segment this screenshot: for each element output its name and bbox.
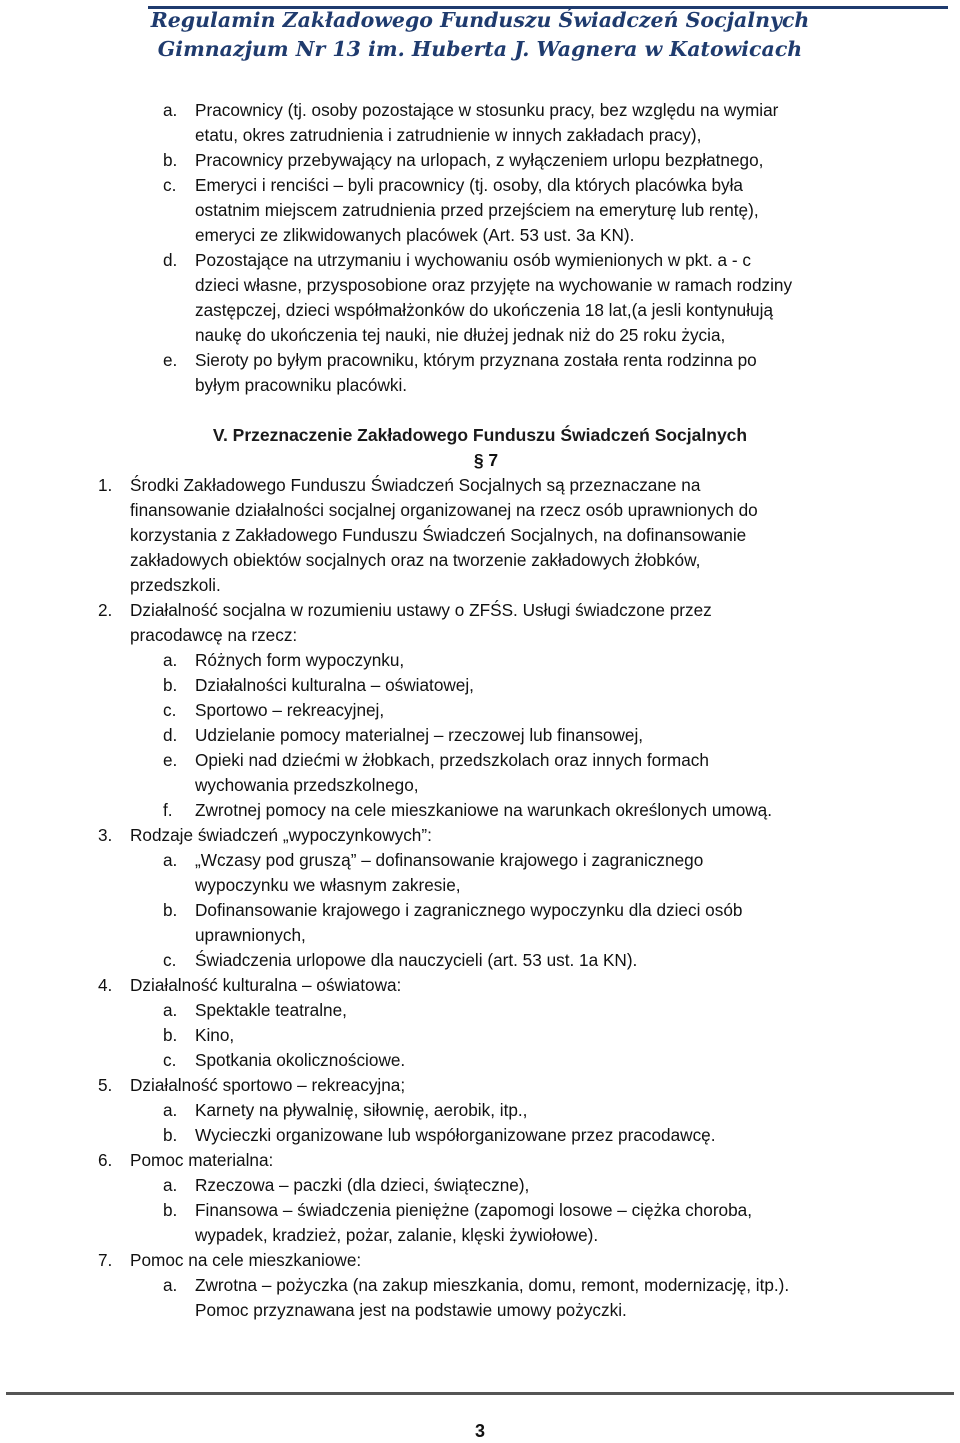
- list-item-line: [0, 373, 960, 398]
- sub-item-line: [0, 648, 960, 673]
- item-text: przedszkoli.: [130, 575, 221, 595]
- section-title: V. Przeznaczenie Zakładowego Funduszu Świadczeń Socjalnych: [212, 425, 748, 445]
- sub-item-text: Opieki nad dziećmi w żłobkach, przedszkolach oraz innych formach: [195, 750, 709, 770]
- list-item-text: dzieci własne, przysposobione oraz przyjęte na wychowanie w ramach rodziny: [195, 275, 793, 295]
- sub-item-label: c.: [163, 700, 177, 720]
- list-item-line: [0, 123, 960, 148]
- sub-item-text: wypoczynku we własnym zakresie,: [195, 875, 461, 895]
- sub-item-text: Kino,: [195, 1025, 235, 1045]
- numbered-item-line: [0, 548, 960, 573]
- sub-item-line: [0, 923, 960, 948]
- list-item-text: naukę do ukończenia tej nauki, nie dłużej jednak niż do 25 roku życia,: [195, 325, 726, 345]
- item-number: 6.: [98, 1150, 113, 1170]
- list-item-line: [0, 98, 960, 123]
- item-text: Działalność socjalna w rozumieniu ustawy o ZFŚS. Usługi świadczone przez: [130, 600, 712, 620]
- sub-item-label: b.: [163, 1200, 178, 1220]
- sub-item-text: Spotkania okolicznościowe.: [195, 1050, 406, 1070]
- sub-item-text: Różnych form wypoczynku,: [195, 650, 405, 670]
- numbered-item-line: [0, 973, 960, 998]
- sub-item-label: c.: [163, 1050, 177, 1070]
- list-item-line: [0, 198, 960, 223]
- footer-rule: [6, 1392, 954, 1395]
- sub-item-line: [0, 798, 960, 823]
- numbered-item-line: [0, 498, 960, 523]
- sub-item-text: Działalności kulturalna – oświatowej,: [195, 675, 474, 695]
- list-item-label: d.: [163, 250, 178, 270]
- sub-item-line: [0, 848, 960, 873]
- header-title-line-1: Regulamin Zakładowego Funduszu Świadczeń Socjalnych: [150, 8, 810, 32]
- list-item-text: Emeryci i renciści – byli pracownicy (tj. osoby, dla których placówka była: [195, 175, 743, 195]
- sub-item-text: Pomoc przyznawana jest na podstawie umowy pożyczki.: [195, 1300, 627, 1320]
- sub-item-label: e.: [163, 750, 178, 770]
- numbered-list: [0, 473, 960, 1323]
- list-item-line: [0, 273, 960, 298]
- sub-item-label: b.: [163, 1025, 178, 1045]
- sub-item-text: wypadek, kradzież, pożar, zalanie, klęski żywiołowe).: [195, 1225, 599, 1245]
- paragraph-mark: § 7: [473, 450, 499, 470]
- list-item-line: [0, 323, 960, 348]
- sub-item-line: [0, 748, 960, 773]
- item-number: 4.: [98, 975, 113, 995]
- sub-item-text: Zwrotnej pomocy na cele mieszkaniowe na warunkach określonych umową.: [195, 800, 773, 820]
- numbered-item-line: [0, 623, 960, 648]
- item-text: Pomoc na cele mieszkaniowe:: [130, 1250, 362, 1270]
- sub-item-text: Świadczenia urlopowe dla nauczycieli (art. 53 ust. 1a KN).: [195, 950, 638, 970]
- item-text: Rodzaje świadczeń „wypoczynkowych”:: [130, 825, 432, 845]
- sub-item-text: Zwrotna – pożyczka (na zakup mieszkania, domu, remont, modernizację, itp.).: [195, 1275, 790, 1295]
- list-item-line: [0, 148, 960, 173]
- item-number: 5.: [98, 1075, 113, 1095]
- sub-item-label: d.: [163, 725, 178, 745]
- sub-item-label: f.: [163, 800, 173, 820]
- list-item-label: c.: [163, 175, 177, 195]
- item-number: 2.: [98, 600, 113, 620]
- sub-item-line: [0, 1298, 960, 1323]
- sub-item-line: [0, 998, 960, 1023]
- item-text: Działalność kulturalna – oświatowa:: [130, 975, 402, 995]
- sub-item-label: a.: [163, 1275, 178, 1295]
- list-item-label: b.: [163, 150, 178, 170]
- sub-item-line: [0, 1023, 960, 1048]
- list-item-text: zastępczej, dzieci współmałżonków do ukończenia 18 lat,(a jesli kontynułują: [195, 300, 773, 320]
- item-number: 1.: [98, 475, 113, 495]
- sub-item-line: [0, 723, 960, 748]
- list-item-text: Pracownicy (tj. osoby pozostające w stosunku pracy, bez względu na wymiar: [195, 100, 779, 120]
- sub-item-line: [0, 1173, 960, 1198]
- sub-item-text: Dofinansowanie krajowego i zagranicznego wypoczynku dla dzieci osób: [195, 900, 743, 920]
- page-content: [0, 98, 960, 1323]
- sub-item-line: [0, 1198, 960, 1223]
- list-item-line: [0, 173, 960, 198]
- sub-item-line: [0, 1098, 960, 1123]
- numbered-item-line: [0, 1148, 960, 1173]
- sub-item-text: Wycieczki organizowane lub współorganizowane przez pracodawcę.: [195, 1125, 716, 1145]
- continued-list: [0, 98, 960, 398]
- sub-item-text: Rzeczowa – paczki (dla dzieci, świąteczne),: [195, 1175, 530, 1195]
- item-text: finansowanie działalności socjalnej organizowanej na rzecz osób uprawnionych do: [130, 500, 758, 520]
- list-item-text: Sieroty po byłym pracowniku, którym przyznana została renta rodzinna po: [195, 350, 757, 370]
- list-item-line: [0, 248, 960, 273]
- sub-item-label: a.: [163, 1175, 178, 1195]
- sub-item-text: uprawnionych,: [195, 925, 306, 945]
- sub-item-line: [0, 898, 960, 923]
- sub-item-line: [0, 698, 960, 723]
- sub-item-text: Udzielanie pomocy materialnej – rzeczowej lub finansowej,: [195, 725, 644, 745]
- sub-item-text: Sportowo – rekreacyjnej,: [195, 700, 385, 720]
- sub-item-line: [0, 773, 960, 798]
- sub-item-line: [0, 1123, 960, 1148]
- sub-item-line: [0, 1048, 960, 1073]
- sub-item-text: wychowania przedszkolnego,: [195, 775, 419, 795]
- item-text: korzystania z Zakładowego Funduszu Świadczeń Socjalnych, na dofinansowanie: [130, 525, 747, 545]
- sub-item-label: b.: [163, 1125, 178, 1145]
- numbered-item-line: [0, 1073, 960, 1098]
- sub-item-text: Finansowa – świadczenia pieniężne (zapomogi losowe – ciężka choroba,: [195, 1200, 752, 1220]
- sub-item-label: a.: [163, 1100, 178, 1120]
- list-item-text: ostatnim miejscem zatrudnienia przed przejściem na emeryturę lub rentę),: [195, 200, 759, 220]
- item-text: Pomoc materialna:: [130, 1150, 274, 1170]
- list-item-line: [0, 223, 960, 248]
- numbered-item-line: [0, 473, 960, 498]
- numbered-item-line: [0, 573, 960, 598]
- sub-item-text: Karnety na pływalnię, siłownię, aerobik, itp.,: [195, 1100, 528, 1120]
- sub-item-label: a.: [163, 1000, 178, 1020]
- item-text: Działalność sportowo – rekreacyjna;: [130, 1075, 406, 1095]
- list-item-text: byłym pracowniku placówki.: [195, 375, 408, 395]
- sub-item-label: c.: [163, 950, 177, 970]
- sub-item-line: [0, 673, 960, 698]
- item-number: 7.: [98, 1250, 113, 1270]
- sub-item-text: „Wczasy pod gruszą” – dofinansowanie krajowego i zagranicznego: [195, 850, 704, 870]
- item-number: 3.: [98, 825, 113, 845]
- sub-item-line: [0, 1223, 960, 1248]
- item-text: pracodawcę na rzecz:: [130, 625, 298, 645]
- document-header: [0, 6, 960, 64]
- list-item-line: [0, 348, 960, 373]
- sub-item-line: [0, 873, 960, 898]
- header-title-line-2: Gimnazjum Nr 13 im. Huberta J. Wagnera w Katowicach: [157, 37, 803, 61]
- sub-item-line: [0, 948, 960, 973]
- numbered-item-line: [0, 598, 960, 623]
- page-number: 3: [474, 1421, 485, 1441]
- list-item-text: emeryci ze zlikwidowanych placówek (Art. 53 ust. 3a KN).: [195, 225, 635, 245]
- item-text: zakładowych obiektów socjalnych oraz na tworzenie zakładowych żłobków,: [130, 550, 701, 570]
- list-item-line: [0, 298, 960, 323]
- list-item-label: a.: [163, 100, 178, 120]
- numbered-item-line: [0, 1248, 960, 1273]
- numbered-item-line: [0, 523, 960, 548]
- sub-item-text: Spektakle teatralne,: [195, 1000, 347, 1020]
- list-item-label: e.: [163, 350, 178, 370]
- sub-item-label: b.: [163, 900, 178, 920]
- sub-item-line: [0, 1273, 960, 1298]
- spacer: [0, 398, 960, 423]
- sub-item-label: a.: [163, 650, 178, 670]
- list-item-text: Pracownicy przebywający na urlopach, z wyłączeniem urlopu bezpłatnego,: [195, 150, 764, 170]
- sub-item-label: b.: [163, 675, 178, 695]
- list-item-text: Pozostające na utrzymaniu i wychowaniu osób wymienionych w pkt. a - c: [195, 250, 751, 270]
- item-text: Środki Zakładowego Funduszu Świadczeń Socjalnych są przeznaczane na: [130, 475, 701, 495]
- numbered-item-line: [0, 823, 960, 848]
- list-item-text: etatu, okres zatrudnienia i zatrudnienie w innych zakładach pracy),: [195, 125, 702, 145]
- sub-item-label: a.: [163, 850, 178, 870]
